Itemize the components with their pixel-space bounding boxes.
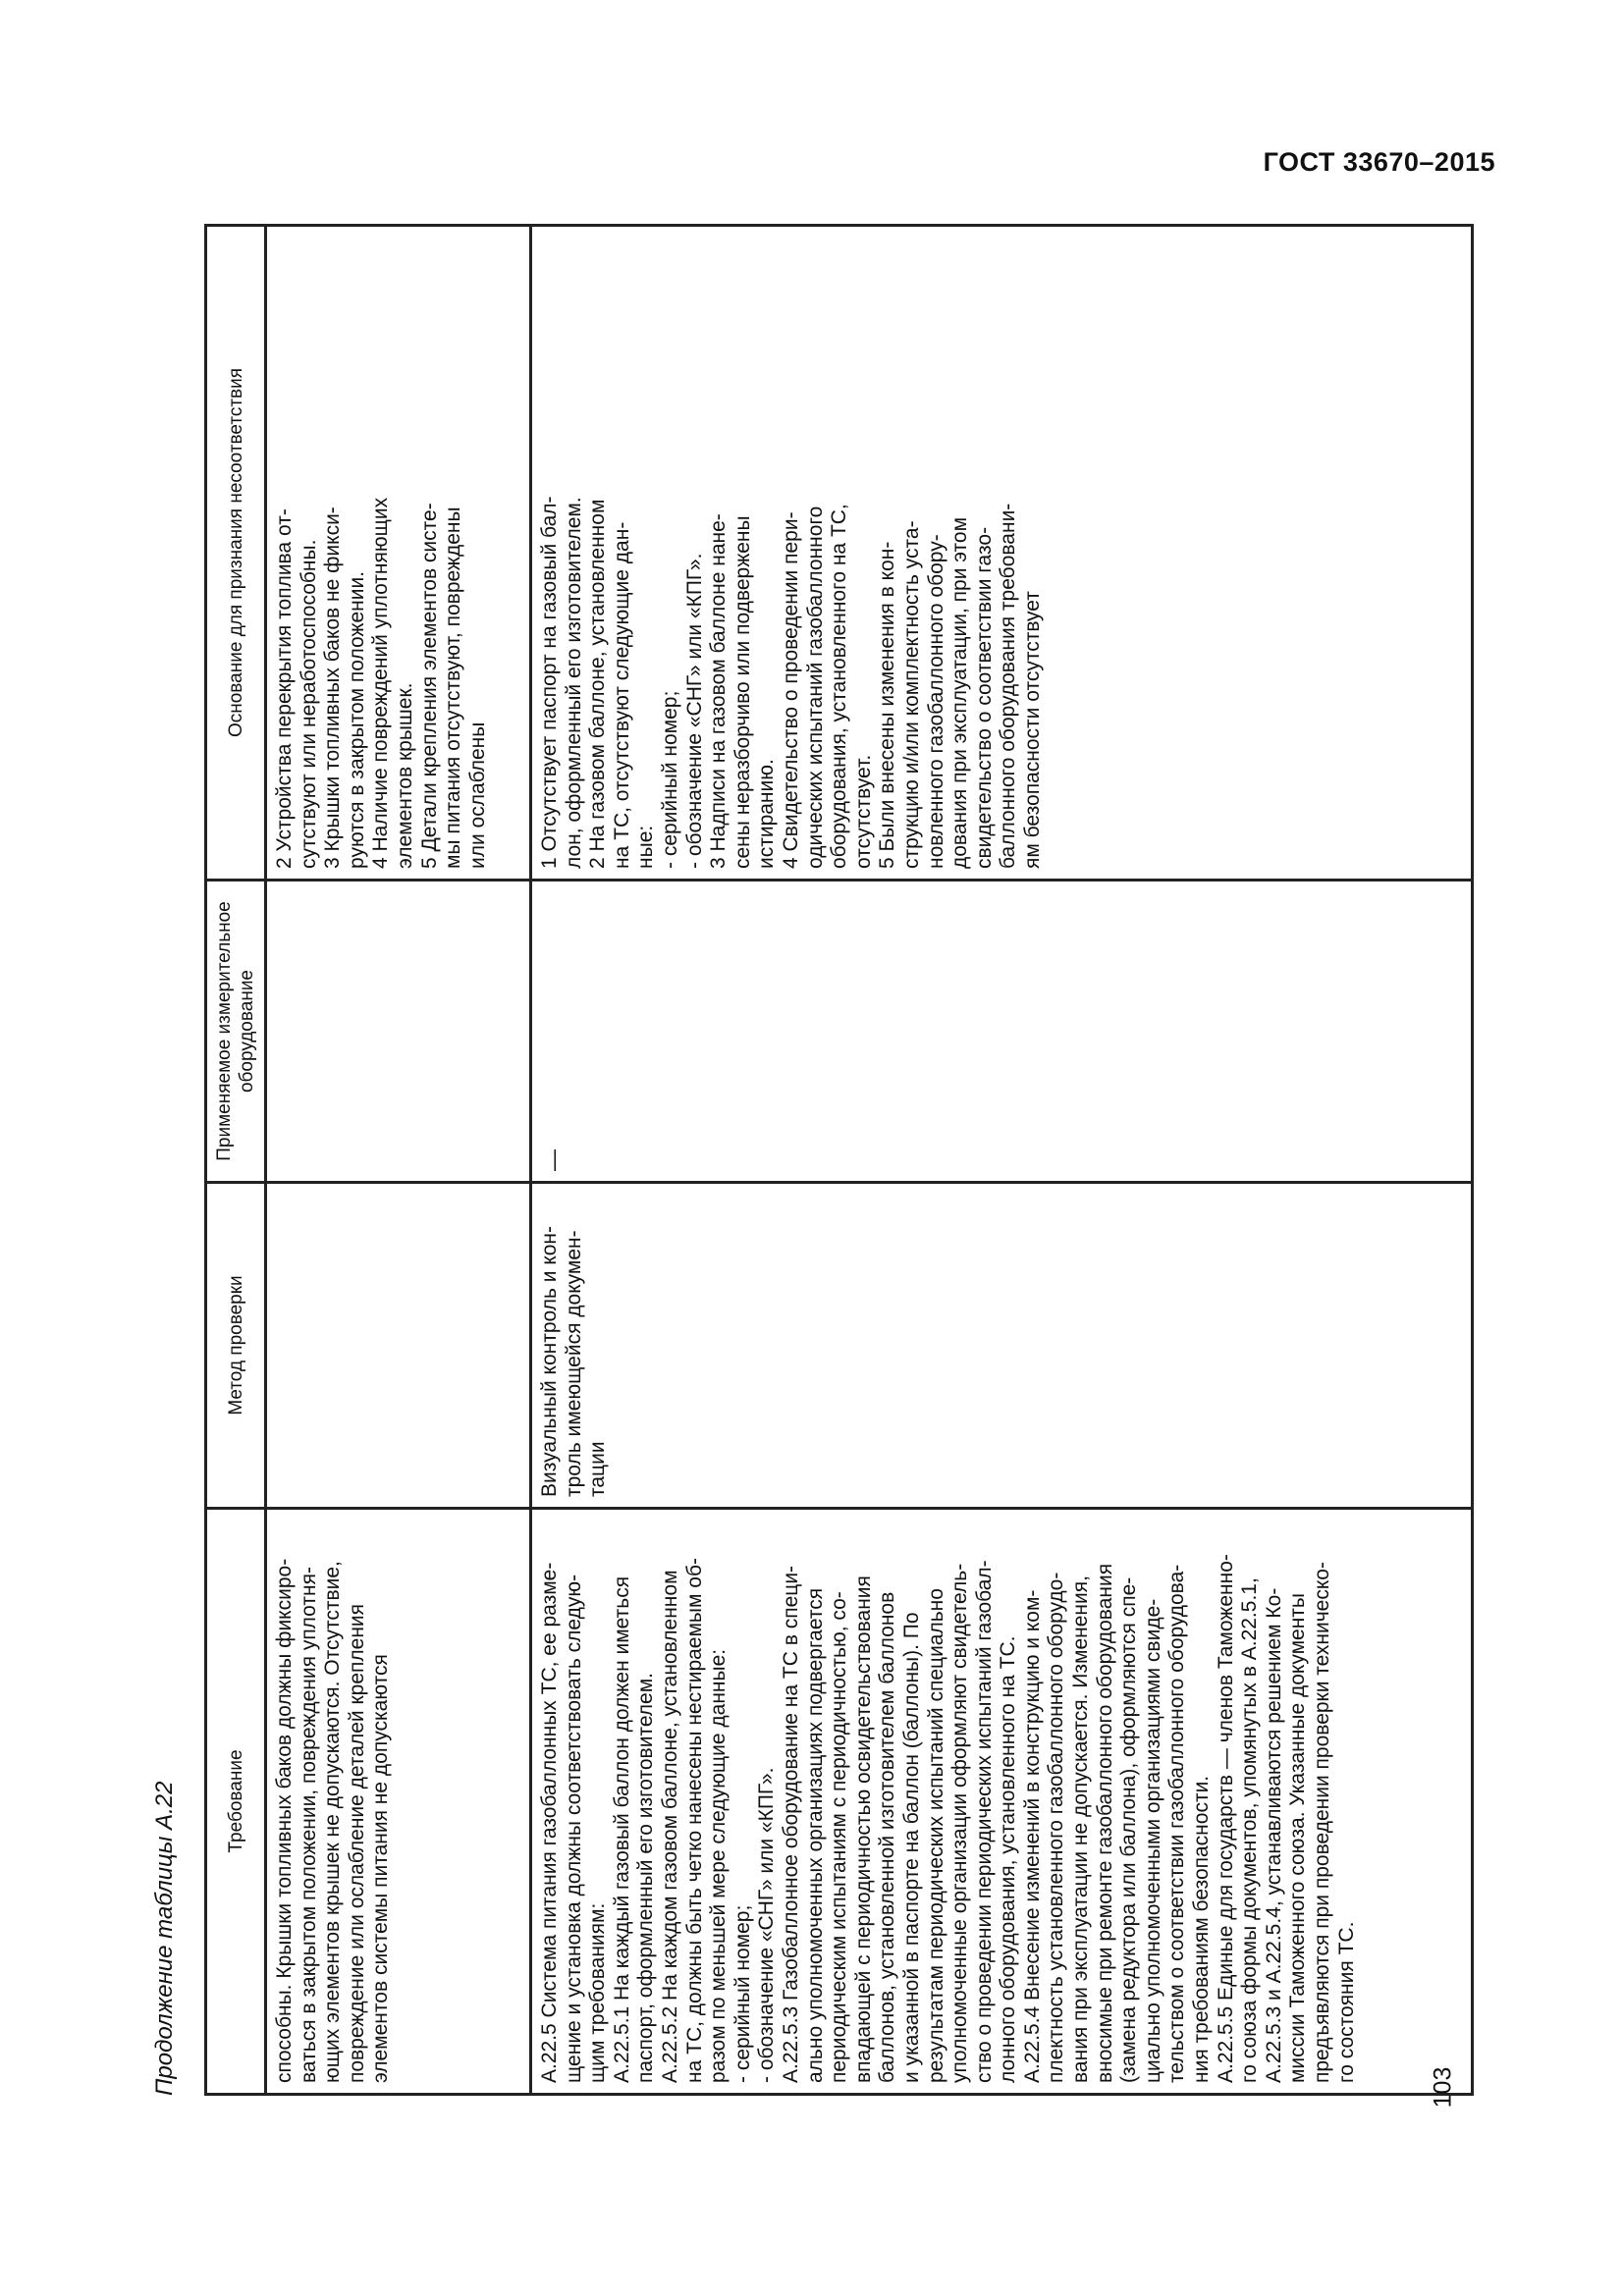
text-line: 2 Устройства перекрытия топлива от- (273, 508, 296, 869)
text-line: на ТС, должны быть четко нанесены нестираемым об- (682, 1558, 706, 2083)
text-line: свидетельство о соответствии газо- (972, 526, 996, 869)
grounds-cell (531, 226, 1473, 881)
text-line: новленного газобаллонного обору- (924, 534, 947, 869)
text-line: го состояния ТС. (1334, 1921, 1358, 2083)
text-line: го союза формы документов, упомянутых в А.22.5.1, (1238, 1577, 1262, 2083)
text-line: ваться в закрытом положении, повреждения уплотня- (297, 1567, 320, 2083)
text-line: элементов системы питания не допускаются (369, 1654, 393, 2083)
text-line: А.22.5.4 Внесение изменений в конструкцию и ком- (1020, 1589, 1044, 2083)
text-line: результатам периодических испытаний специально (924, 1588, 947, 2083)
text-line: руются в закрытом положении. (345, 570, 368, 869)
text-line: сены неразборчиво или подвержены (730, 515, 754, 869)
text-line: 1 Отсутствует паспорт на газовый бал- (538, 496, 561, 869)
text-line: 5 Детали крепления элементов систе- (417, 503, 441, 869)
text-line: ям безопасности отсутствует (1020, 591, 1044, 869)
text-line: А.22.5.1 На каждый газовый баллон должен иметься (610, 1575, 633, 2083)
text-line: А.22.5.5 Единые для государств — членов Таможенно- (1214, 1554, 1237, 2083)
text-line: оборудования, установленного на ТС, (828, 504, 851, 869)
standard-header: ГОСТ 33670–2015 (1263, 147, 1495, 177)
text-line: повреждение или ослабление деталей крепления (345, 1603, 368, 2083)
text-line: на ТС, отсутствуют следующие дан- (610, 521, 633, 869)
text-line: отсутствует. (851, 754, 875, 869)
text-line: (замена редуктора или баллона), оформляются спе- (1117, 1576, 1141, 2083)
text-line: миссии Таможенного союза. Указанные документы (1286, 1592, 1310, 2083)
equipment-cell (266, 881, 531, 1183)
text-line: элементов крышек. (393, 682, 416, 869)
text-line: - обозначение «СНГ» или «КПГ». (682, 553, 706, 869)
text-line: вносимые при ремонте газобаллонного оборудования (1093, 1563, 1116, 2083)
text-line: 3 Надписи на газовом баллоне нане- (707, 513, 730, 869)
grounds-cell (266, 226, 531, 881)
text-line: А.22.5.3 Газобаллонное оборудование на ТС в специ- (779, 1565, 802, 2083)
text-line: струкцию и/или комплектность уста- (899, 520, 923, 869)
text-line: - серийный номер; (730, 1904, 754, 2083)
text-line: А.22.5.2 На каждом газовом баллоне, установленном (658, 1570, 681, 2083)
text-line: паспорт, оформленный его изготовителем. (634, 1672, 658, 2083)
text-line: ния требованиям безопасности. (1190, 1775, 1214, 2083)
text-line: лонного оборудования, установленного на ТС. (997, 1635, 1020, 2083)
text-line: вания при эксплуатации не допускается. Изменения, (1069, 1575, 1093, 2083)
text-line: ющих элементов крышек не допускаются. Отсутствие, (321, 1561, 345, 2083)
text-line: циально уполномоченными организациями свиде- (1141, 1598, 1164, 2083)
text-line: способны. Крышки топливных баков должны фиксиро- (273, 1558, 296, 2083)
text-line: А.22.5 Система питания газобаллонных ТС, ее разме- (538, 1562, 561, 2083)
text-line: уполномоченные организации оформляют свидетель- (948, 1563, 972, 2083)
column-header-requirement: Требование (206, 1509, 266, 2095)
text-line: лон, оформленный его изготовителем. (562, 497, 585, 869)
text-line: тельством о соответствии газобаллонного оборудова- (1165, 1564, 1189, 2083)
text-line: истиранию. (755, 759, 779, 869)
text-line: мы питания отсутствуют, повреждены (442, 507, 465, 869)
text-line: А.22.5.3 и А.22.5.4, устанавливаются решением Ко- (1262, 1587, 1285, 2083)
text-line: одических испытаний газобаллонного (803, 506, 827, 869)
table-row (531, 226, 1473, 2095)
text-line: предъявляются при проведении проверки техническо- (1311, 1562, 1333, 2083)
table-caption: Продолжение таблицы А.22 (151, 1781, 178, 2096)
rotated-table-block (145, 227, 1474, 2096)
text-line: щение и установка должны соответствовать следую- (562, 1574, 585, 2083)
text-line: периодическим испытаниям с периодичностью, со- (828, 1591, 851, 2083)
text-line: или ослаблены (465, 721, 489, 869)
text-line: 5 Были внесены изменения в кон- (876, 541, 899, 869)
column-header-equipment: Применяемое измерительное оборудование (206, 881, 266, 1183)
text-line: 3 Крышки топливных баков не фикси- (321, 507, 345, 869)
table-header-row (206, 226, 266, 2095)
method-cell (531, 1183, 1473, 1509)
page-number-text: 103 (1429, 2066, 1457, 2109)
requirement-cell (531, 1509, 1473, 2095)
text-line: 2 На газовом баллоне, установленном (586, 499, 610, 869)
text-line: - серийный номер; (658, 690, 681, 869)
text-line: впадающей с периодичностью освидетельствования (851, 1575, 875, 2083)
table-row (266, 226, 531, 2095)
text-line: троль имеющейся докумен- (562, 1230, 585, 1497)
column-header-method: Метод проверки (206, 1183, 266, 1509)
method-cell (266, 1183, 531, 1509)
text-line: 4 Наличие повреждений уплотняющих (369, 497, 393, 869)
requirement-cell (266, 1509, 531, 2095)
text-line: тации (586, 1441, 610, 1497)
text-line: плектность установленного газобаллонного оборудо- (1045, 1572, 1068, 2083)
text-line: Визуальный контроль и кон- (538, 1225, 561, 1497)
equipment-cell (531, 881, 1473, 1183)
text-line: ные: (634, 825, 658, 869)
text-line: ально уполномоченных организациях подвергается (803, 1587, 827, 2083)
text-line: 4 Свидетельство о проведении пери- (779, 511, 802, 869)
text-line: сутствуют или неработоспособны. (297, 539, 320, 869)
equipment-dash: — (541, 1149, 566, 1171)
text-line: щим требованиям: (586, 1902, 610, 2083)
text-line: баллонного оборудования требовани- (997, 503, 1020, 869)
text-line: и указанной в паспорте на баллон (баллоны). По (899, 1612, 923, 2083)
text-line: ство о проведении периодических испытаний газобал- (972, 1560, 996, 2083)
text-line: разом по меньшей мере следующие данные: (707, 1648, 730, 2083)
text-line: - обозначение «СНГ» или «КПГ». (755, 1767, 779, 2083)
requirements-table (204, 224, 1474, 2096)
text-line: дования при эксплуатации, при этом (948, 516, 972, 869)
page-number (1423, 2066, 1464, 2109)
column-header-grounds: Основание для признания несоответствия (206, 226, 266, 881)
text-line: баллонов, установленной изготовителем баллонов (876, 1591, 899, 2083)
